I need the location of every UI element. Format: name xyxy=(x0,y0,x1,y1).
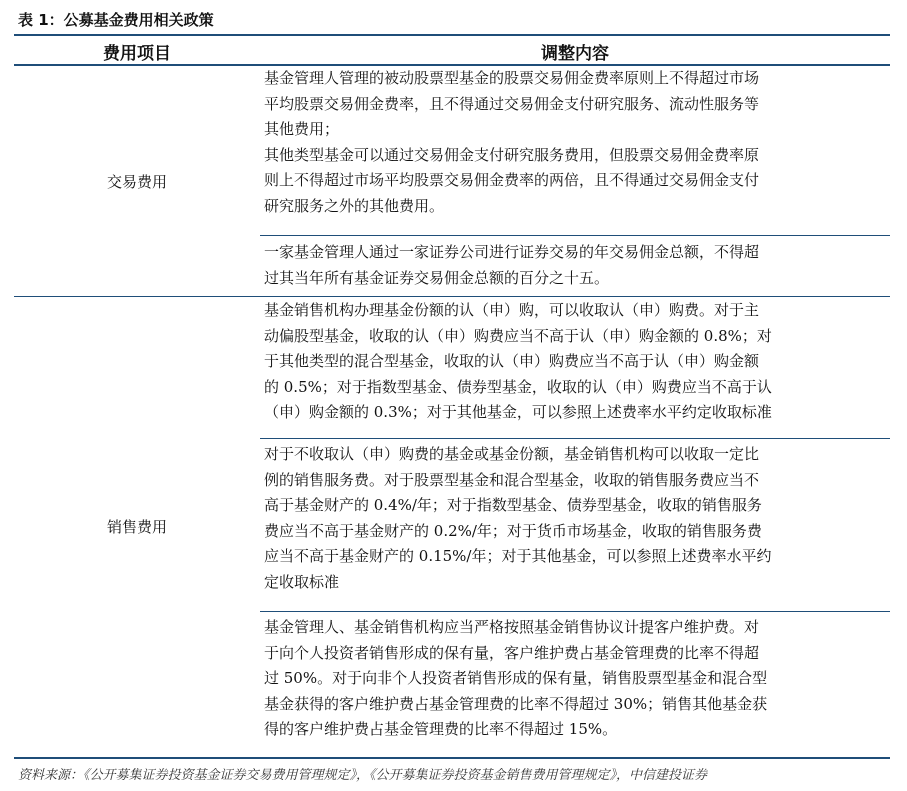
text-line: 高于基金财产的 0.4%/年；对于指数型基金、债券型基金，收取的销售服务 xyxy=(264,496,762,515)
text-line: 例的销售服务费。对于股票型基金和混合型基金，收取的销售服务费应当不 xyxy=(264,470,760,489)
text-line: 其他费用； xyxy=(264,120,340,139)
header-fee-item: 费用项目 xyxy=(103,44,171,64)
trading-fee-cell-1 xyxy=(264,66,882,220)
row-separator xyxy=(260,235,890,236)
sales-fee-cell-3 xyxy=(264,615,882,743)
text-line: 于向个人投资者销售形成的保有量，客户维护费占基金管理费的比率不得超 xyxy=(264,643,760,662)
table-header-row xyxy=(14,36,890,66)
text-line: 则上不得超过市场平均股票交易佣金费率的两倍，且不得通过交易佣金支付 xyxy=(264,171,760,190)
text-line: （申）购金额的 0.3%；对于其他基金，可以参照上述费率水平约定收取标准 xyxy=(264,403,772,422)
sales-fee-cell-1 xyxy=(264,298,882,426)
text-line: 于其他类型的混合型基金，收取的认（申）购费应当不高于认（申）购金额 xyxy=(264,352,760,371)
text-line: 费应当不高于基金财产的 0.2%/年；对于货币市场基金，收取的销售服务费 xyxy=(264,521,762,540)
category-trading-fee: 交易费用 xyxy=(106,172,167,191)
text-line: 研究服务之外的其他费用。 xyxy=(264,196,445,215)
table-title: 表 1：公募基金费用相关政策 xyxy=(18,11,214,29)
text-line: 应当不高于基金财产的 0.15%/年；对于其他基金，可以参照上述费率水平约 xyxy=(264,547,772,566)
row-separator xyxy=(260,611,890,612)
text-line: 过其当年所有基金证券交易佣金总额的百分之十五。 xyxy=(264,268,610,287)
text-line: 基金销售机构办理基金份额的认（申）购，可以收取认（申）购费。对于主 xyxy=(264,301,760,319)
sales-fee-cell-2 xyxy=(264,442,882,596)
table-bottom-rule xyxy=(14,757,890,759)
text-line: 的 0.5%；对于指数型基金、债券型基金，收取的认（申）购费应当不高于认 xyxy=(264,377,772,396)
text-line: 其他类型基金可以通过交易佣金支付研究服务费用，但股票交易佣金费率原 xyxy=(264,145,760,164)
header-adjustment: 调整内容 xyxy=(541,44,609,64)
text-line: 平均股票交易佣金费率，且不得通过交易佣金支付研究服务、流动性服务等 xyxy=(264,94,760,113)
source-note: 资料来源：《公开募集证券投资基金证券交易费用管理规定》，《公开募集证券投资基金销售费用管理规定》，中信建投证券 xyxy=(18,768,708,783)
trading-fee-cell-2 xyxy=(264,240,882,291)
text-line: 基金管理人、基金销售机构应当严格按照基金销售协议计提客户维护费。对 xyxy=(264,618,760,636)
text-line: 得的客户维护费占基金管理费的比率不得超过 15%。 xyxy=(264,720,618,739)
text-line: 动偏股型基金，收取的认（申）购费应当不高于认（申）购金额的 0.8%；对 xyxy=(264,326,772,345)
text-line: 基金管理人管理的被动股票型基金的股票交易佣金费率原则上不得超过市场 xyxy=(264,69,760,87)
row-separator xyxy=(260,438,890,439)
category-sales-fee: 销售费用 xyxy=(106,518,167,536)
text-line: 定收取标准 xyxy=(264,572,340,591)
text-line: 基金获得的客户维护费占基金管理费的比率不得超过 30%；销售其他基金获 xyxy=(264,694,768,713)
text-line: 过 50%。对于向非个人投资者销售形成的保有量，销售股票型基金和混合型 xyxy=(264,669,768,688)
text-line: 对于不收取认（申）购费的基金或基金份额，基金销售机构可以收取一定比 xyxy=(264,445,760,463)
text-line: 一家基金管理人通过一家证券公司进行证券交易的年交易佣金总额，不得超 xyxy=(264,243,760,261)
